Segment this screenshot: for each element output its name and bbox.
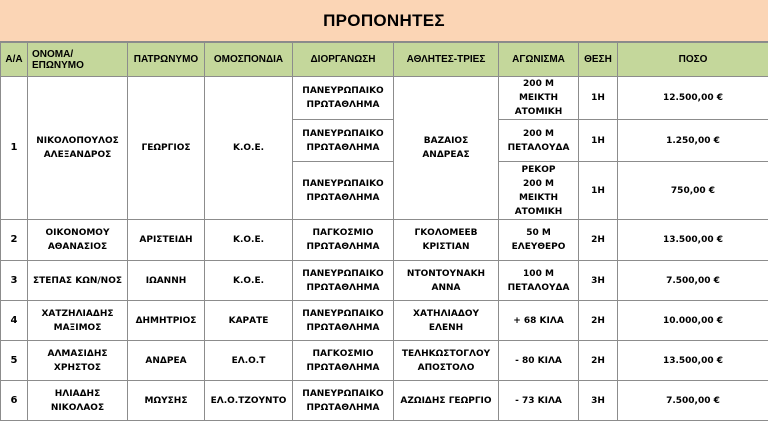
cell-aa: 1 bbox=[1, 77, 28, 220]
cell-federation: ΚΑΡΑΤΕ bbox=[205, 301, 293, 341]
cell-aa: 3 bbox=[1, 261, 28, 301]
cell-amount: 13.500,00 € bbox=[618, 341, 768, 381]
cell-federation: ΕΛ.Ο.Τ bbox=[205, 341, 293, 381]
cell-athletes: ΑΖΩΙΔΗΣ ΓΕΩΡΓΙΟ bbox=[394, 381, 499, 421]
cell-aa: 2 bbox=[1, 220, 28, 261]
header-aa: Α/Α bbox=[1, 43, 28, 77]
cell-federation: ΕΛ.Ο.ΤΖΟΥΝΤΟ bbox=[205, 381, 293, 421]
cell-discipline: ΡΕΚΟΡ 200 Μ ΜΕΙΚΤΗ ΑΤΟΜΙΚΗ bbox=[499, 162, 579, 220]
cell-place: 2Η bbox=[579, 301, 618, 341]
header-federation: ΟΜΟΣΠΟΝΔΙΑ bbox=[205, 43, 293, 77]
cell-event: ΠΑΝΕΥΡΩΠΑΙΚΟ ΠΡΩΤΑΘΛΗΜΑ bbox=[293, 77, 394, 120]
cell-place: 1Η bbox=[579, 77, 618, 120]
cell-event: ΠΑΝΕΥΡΩΠΑΙΚΟ ΠΡΩΤΑΘΛΗΜΑ bbox=[293, 120, 394, 162]
cell-discipline: 50 Μ ΕΛΕΥΘΕΡΟ bbox=[499, 220, 579, 261]
cell-name: ΧΑΤΖΗΛΙΑΔΗΣ ΜΑΞΙΜΟΣ bbox=[28, 301, 128, 341]
cell-place: 3Η bbox=[579, 261, 618, 301]
cell-event: ΠΑΝΕΥΡΩΠΑΙΚΟ ΠΡΩΤΑΘΛΗΜΑ bbox=[293, 261, 394, 301]
header-discipline: ΑΓΩΝΙΣΜΑ bbox=[499, 43, 579, 77]
table-row bbox=[1, 220, 768, 261]
coaches-table bbox=[0, 42, 768, 421]
cell-amount: 750,00 € bbox=[618, 162, 768, 220]
table-row bbox=[1, 301, 768, 341]
header-row bbox=[1, 43, 768, 77]
table-row bbox=[1, 261, 768, 301]
cell-aa: 5 bbox=[1, 341, 28, 381]
cell-amount: 10.000,00 € bbox=[618, 301, 768, 341]
cell-patronymic: ΑΡΙΣΤΕΙΔΗ bbox=[128, 220, 205, 261]
cell-federation: Κ.Ο.Ε. bbox=[205, 77, 293, 220]
cell-patronymic: ΙΩΑΝΝΗ bbox=[128, 261, 205, 301]
cell-amount: 7.500,00 € bbox=[618, 381, 768, 421]
cell-patronymic: ΓΕΩΡΓΙΟΣ bbox=[128, 77, 205, 220]
cell-discipline: 200 Μ ΠΕΤΑΛΟΥΔΑ bbox=[499, 120, 579, 162]
cell-athletes: ΝΤΟΝΤΟΥΝΑΚΗ ΑΝΝΑ bbox=[394, 261, 499, 301]
header-amount: ΠΟΣΟ bbox=[618, 43, 768, 77]
cell-event: ΠΑΝΕΥΡΩΠΑΙΚΟ ΠΡΩΤΑΘΛΗΜΑ bbox=[293, 381, 394, 421]
header-event: ΔΙΟΡΓΑΝΩΣΗ bbox=[293, 43, 394, 77]
cell-place: 1Η bbox=[579, 120, 618, 162]
cell-aa: 6 bbox=[1, 381, 28, 421]
header-place: ΘΕΣΗ bbox=[579, 43, 618, 77]
header-patronymic: ΠΑΤΡΩΝΥΜΟ bbox=[128, 43, 205, 77]
cell-place: 2Η bbox=[579, 220, 618, 261]
cell-discipline: - 73 ΚΙΛΑ bbox=[499, 381, 579, 421]
cell-event: ΠΑΓΚΟΣΜΙΟ ΠΡΩΤΑΘΛΗΜΑ bbox=[293, 341, 394, 381]
header-athletes: ΑΘΛΗΤΕΣ-ΤΡΙΕΣ bbox=[394, 43, 499, 77]
cell-amount: 1.250,00 € bbox=[618, 120, 768, 162]
cell-discipline: - 80 ΚΙΛΑ bbox=[499, 341, 579, 381]
cell-name: ΗΛΙΑΔΗΣ ΝΙΚΟΛΑΟΣ bbox=[28, 381, 128, 421]
cell-athletes: ΧΑΤΗΛΙΑΔΟΥ ΕΛΕΝΗ bbox=[394, 301, 499, 341]
table-row bbox=[1, 341, 768, 381]
cell-place: 3Η bbox=[579, 381, 618, 421]
cell-federation: Κ.Ο.Ε. bbox=[205, 261, 293, 301]
cell-aa: 4 bbox=[1, 301, 28, 341]
cell-place: 1Η bbox=[579, 162, 618, 220]
cell-amount: 13.500,00 € bbox=[618, 220, 768, 261]
cell-patronymic: ΑΝΔΡΕΑ bbox=[128, 341, 205, 381]
cell-federation: Κ.Ο.Ε. bbox=[205, 220, 293, 261]
cell-place: 2Η bbox=[579, 341, 618, 381]
cell-amount: 7.500,00 € bbox=[618, 261, 768, 301]
cell-athletes: ΤΕΛΗΚΩΣΤΟΓΛΟΥ ΑΠΟΣΤΟΛΟ bbox=[394, 341, 499, 381]
cell-patronymic: ΔΗΜΗΤΡΙΟΣ bbox=[128, 301, 205, 341]
cell-name: ΝΙΚΟΛΟΠΟΥΛΟΣ ΑΛΕΞΑΝΔΡΟΣ bbox=[28, 77, 128, 220]
cell-name: ΟΙΚΟΝΟΜΟΥ ΑΘΑΝΑΣΙΟΣ bbox=[28, 220, 128, 261]
page-title: ΠΡΟΠΟΝΗΤΕΣ bbox=[323, 11, 445, 31]
cell-name: ΣΤΕΠΑΣ ΚΩΝ/ΝΟΣ bbox=[28, 261, 128, 301]
cell-discipline: 200 Μ ΜΕΙΚΤΗ ΑΤΟΜΙΚΗ bbox=[499, 77, 579, 120]
table-row bbox=[1, 381, 768, 421]
header-name: ΟΝΟΜΑ/ ΕΠΩΝΥΜΟ bbox=[28, 43, 128, 77]
cell-athletes: ΓΚΟΛΟΜΕΕΒ ΚΡΙΣΤΙΑΝ bbox=[394, 220, 499, 261]
cell-event: ΠΑΓΚΟΣΜΙΟ ΠΡΩΤΑΘΛΗΜΑ bbox=[293, 220, 394, 261]
table-row bbox=[1, 77, 768, 120]
cell-name: ΑΛΜΑΣΙΔΗΣ ΧΡΗΣΤΟΣ bbox=[28, 341, 128, 381]
cell-athletes: ΒΑΖΑΙΟΣ ΑΝΔΡΕΑΣ bbox=[394, 77, 499, 220]
cell-amount: 12.500,00 € bbox=[618, 77, 768, 120]
cell-event: ΠΑΝΕΥΡΩΠΑΙΚΟ ΠΡΩΤΑΘΛΗΜΑ bbox=[293, 162, 394, 220]
cell-event: ΠΑΝΕΥΡΩΠΑΙΚΟ ΠΡΩΤΑΘΛΗΜΑ bbox=[293, 301, 394, 341]
cell-patronymic: ΜΩΥΣΗΣ bbox=[128, 381, 205, 421]
cell-discipline: + 68 ΚΙΛΑ bbox=[499, 301, 579, 341]
cell-discipline: 100 Μ ΠΕΤΑΛΟΥΔΑ bbox=[499, 261, 579, 301]
title-bar bbox=[0, 0, 768, 42]
